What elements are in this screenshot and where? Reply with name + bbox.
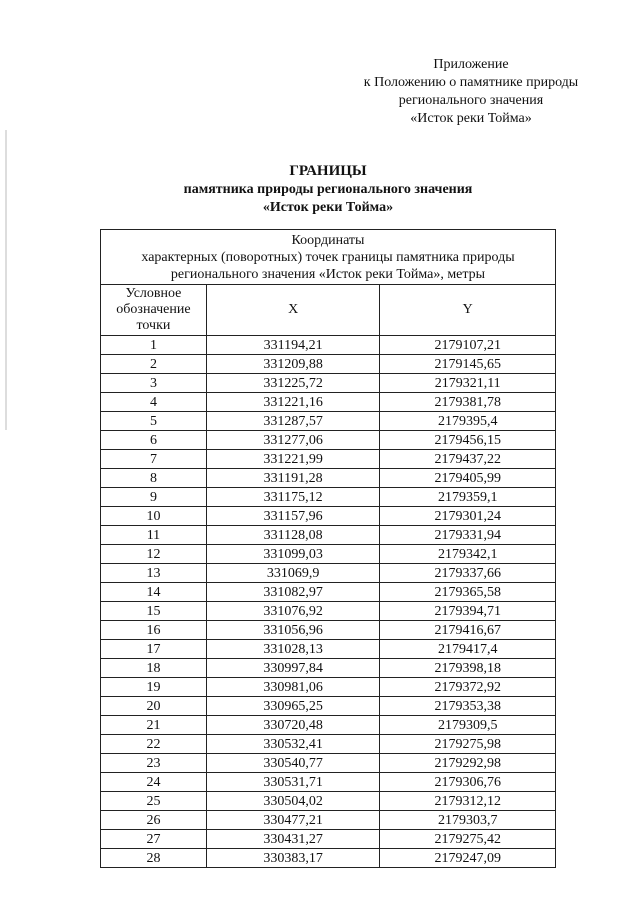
x-coordinate-cell: 331191,28 [206,469,380,488]
y-coordinate-cell: 2179107,21 [380,336,556,355]
table-row [101,450,556,469]
table-row [101,412,556,431]
y-coordinate-cell: 2179247,09 [380,849,556,868]
point-number-cell: 25 [101,792,207,811]
point-number-cell: 23 [101,754,207,773]
point-number-cell: 7 [101,450,207,469]
y-coordinate-cell: 2179416,67 [380,621,556,640]
point-number-cell: 4 [101,393,207,412]
point-number-cell: 19 [101,678,207,697]
scan-edge-mark [5,130,7,430]
x-coordinate-cell: 331225,72 [206,374,380,393]
x-coordinate-cell: 331069,9 [206,564,380,583]
y-coordinate-cell: 2179331,94 [380,526,556,545]
table-row [101,488,556,507]
y-coordinate-cell: 2179353,38 [380,697,556,716]
y-coordinate-cell: 2179275,42 [380,830,556,849]
appendix-line-1: Приложение [433,57,509,72]
y-coordinate-cell: 2179456,15 [380,431,556,450]
x-coordinate-cell: 331221,99 [206,450,380,469]
point-number-cell: 10 [101,507,207,526]
x-coordinate-cell: 331056,96 [206,621,380,640]
table-caption [101,230,556,285]
caption-line-2: характерных (поворотных) точек границы памятника природы [141,249,515,265]
x-coordinate-cell: 330965,25 [206,697,380,716]
heading-title: ГРАНИЦЫ [289,163,367,179]
x-coordinate-cell: 330504,02 [206,792,380,811]
x-coordinate-cell: 330431,27 [206,830,380,849]
table-row [101,849,556,868]
caption-line-3: регионального значения «Исток реки Тойма», метры [170,266,486,282]
appendix-line-4: «Исток реки Тойма» [410,111,532,126]
point-number-cell: 21 [101,716,207,735]
table-row [101,469,556,488]
y-coordinate-cell: 2179395,4 [380,412,556,431]
x-coordinate-cell: 331175,12 [206,488,380,507]
y-coordinate-cell: 2179292,98 [380,754,556,773]
table-header-row [101,285,556,336]
point-number-cell: 27 [101,830,207,849]
appendix-line-3: регионального значения [398,93,544,108]
header-point [101,285,207,336]
point-number-cell: 14 [101,583,207,602]
header-point-line-2: обозначение [116,302,191,317]
x-coordinate-cell: 331028,13 [206,640,380,659]
point-number-cell: 28 [101,849,207,868]
x-coordinate-cell: 331277,06 [206,431,380,450]
table-row [101,336,556,355]
y-coordinate-cell: 2179301,24 [380,507,556,526]
header-y: Y [380,285,556,336]
point-number-cell: 17 [101,640,207,659]
y-coordinate-cell: 2179437,22 [380,450,556,469]
y-coordinate-cell: 2179321,11 [380,374,556,393]
y-coordinate-cell: 2179381,78 [380,393,556,412]
x-coordinate-cell: 330981,06 [206,678,380,697]
x-coordinate-cell: 330477,21 [206,811,380,830]
table-row [101,564,556,583]
table-caption-row [101,230,556,285]
header-point-line-1: Условное [125,286,182,301]
y-coordinate-cell: 2179309,5 [380,716,556,735]
point-number-cell: 13 [101,564,207,583]
point-number-cell: 15 [101,602,207,621]
x-coordinate-cell: 331128,08 [206,526,380,545]
table-row [101,431,556,450]
x-coordinate-cell: 330720,48 [206,716,380,735]
y-coordinate-cell: 2179337,66 [380,564,556,583]
x-coordinate-cell: 331209,88 [206,355,380,374]
point-number-cell: 26 [101,811,207,830]
y-coordinate-cell: 2179306,76 [380,773,556,792]
x-coordinate-cell: 330997,84 [206,659,380,678]
appendix-block [340,56,602,128]
table-row [101,507,556,526]
table-row [101,754,556,773]
point-number-cell: 3 [101,374,207,393]
table-row [101,773,556,792]
point-number-cell: 8 [101,469,207,488]
header-point-line-3: точки [136,318,171,333]
table-row [101,716,556,735]
document-heading [100,162,556,217]
x-coordinate-cell: 331076,92 [206,602,380,621]
point-number-cell: 12 [101,545,207,564]
caption-line-1: Координаты [291,232,365,248]
table-row [101,393,556,412]
table-row [101,697,556,716]
y-coordinate-cell: 2179405,99 [380,469,556,488]
y-coordinate-cell: 2179275,98 [380,735,556,754]
x-coordinate-cell: 331194,21 [206,336,380,355]
point-number-cell: 5 [101,412,207,431]
y-coordinate-cell: 2179417,4 [380,640,556,659]
table-row [101,640,556,659]
point-number-cell: 24 [101,773,207,792]
point-number-cell: 11 [101,526,207,545]
table-row [101,659,556,678]
x-coordinate-cell: 331082,97 [206,583,380,602]
point-number-cell: 6 [101,431,207,450]
table-row [101,792,556,811]
heading-subtitle: памятника природы регионального значения [183,182,473,197]
table-row [101,374,556,393]
x-coordinate-cell: 330531,71 [206,773,380,792]
header-x: X [206,285,380,336]
table-row [101,811,556,830]
y-coordinate-cell: 2179372,92 [380,678,556,697]
table-row [101,583,556,602]
appendix-line-2: к Положению о памятнике природы [363,75,579,90]
y-coordinate-cell: 2179145,65 [380,355,556,374]
table-row [101,545,556,564]
y-coordinate-cell: 2179342,1 [380,545,556,564]
y-coordinate-cell: 2179365,58 [380,583,556,602]
table-row [101,621,556,640]
point-number-cell: 9 [101,488,207,507]
table-row [101,830,556,849]
table-body [101,336,556,868]
y-coordinate-cell: 2179303,7 [380,811,556,830]
x-coordinate-cell: 331157,96 [206,507,380,526]
point-number-cell: 22 [101,735,207,754]
point-number-cell: 18 [101,659,207,678]
point-number-cell: 20 [101,697,207,716]
table-row [101,355,556,374]
x-coordinate-cell: 331287,57 [206,412,380,431]
x-coordinate-cell: 331221,16 [206,393,380,412]
table-row [101,602,556,621]
x-coordinate-cell: 330532,41 [206,735,380,754]
x-coordinate-cell: 330540,77 [206,754,380,773]
x-coordinate-cell: 331099,03 [206,545,380,564]
point-number-cell: 1 [101,336,207,355]
x-coordinate-cell: 330383,17 [206,849,380,868]
y-coordinate-cell: 2179312,12 [380,792,556,811]
y-coordinate-cell: 2179359,1 [380,488,556,507]
table-row [101,735,556,754]
y-coordinate-cell: 2179398,18 [380,659,556,678]
point-number-cell: 2 [101,355,207,374]
table-row [101,526,556,545]
point-number-cell: 16 [101,621,207,640]
y-coordinate-cell: 2179394,71 [380,602,556,621]
heading-object-name: «Исток реки Тойма» [262,200,394,215]
coordinates-table [100,229,556,868]
table-row [101,678,556,697]
